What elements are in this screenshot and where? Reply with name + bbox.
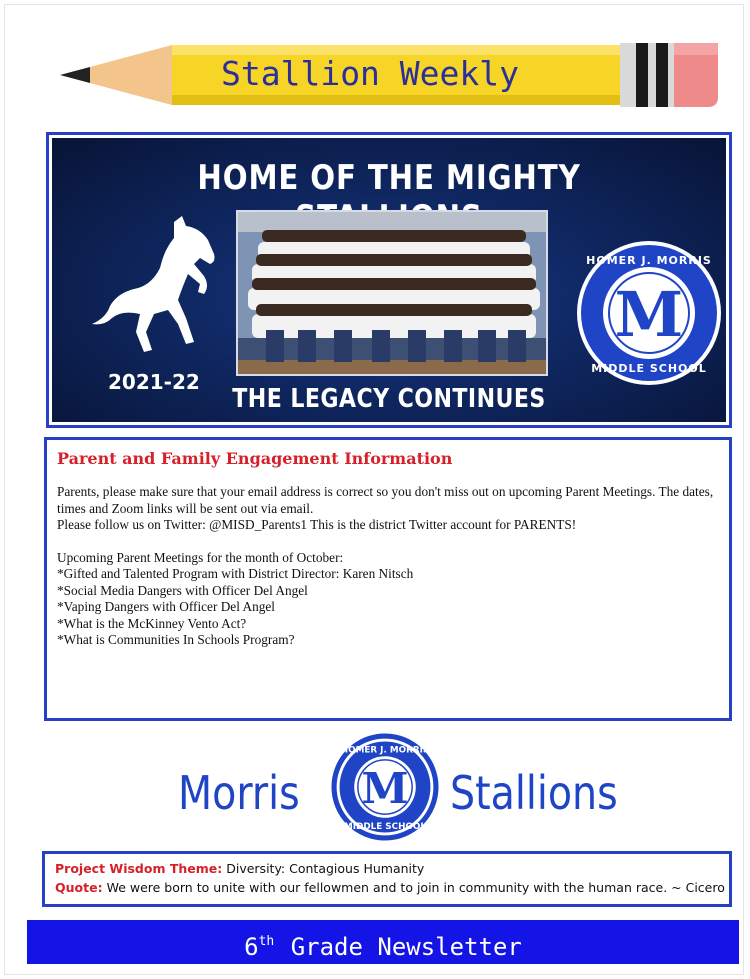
svg-text:M: M [614, 278, 684, 351]
theme-value: Diversity: Contagious Humanity [226, 861, 425, 876]
quote-value: We were born to unite with our fellowmen and to join in community with the human race. ~ Cicero [106, 880, 725, 895]
meeting-item: *Gifted and Talented Program with District Director: Karen Nitsch [57, 566, 414, 581]
quote-label: Quote: [55, 880, 103, 895]
theme-label: Project Wisdom Theme: [55, 861, 223, 876]
twitter-notice: Please follow us on Twitter: @MISD_Parents1 This is the district Twitter account for PARENTS! [57, 517, 577, 532]
project-wisdom-box [42, 851, 732, 907]
school-seal-icon [574, 238, 724, 388]
grade-number: 6 [244, 933, 259, 961]
brand-left-word: Morris [178, 766, 300, 820]
svg-text:HOMER J. MORRIS: HOMER J. MORRIS [586, 254, 712, 267]
grade-suffix: th [258, 934, 275, 949]
email-notice: Parents, please make sure that your email address is correct so you don't miss out on upcoming Parent Meetings. The dates, times and Zoom links will be sent out via email. [57, 484, 714, 516]
grade-text: Grade Newsletter [290, 933, 522, 961]
quote-line [55, 878, 725, 897]
meetings-heading: Upcoming Parent Meetings for the month of October: [57, 549, 344, 565]
stallion-silhouette-icon [82, 214, 232, 364]
brand-row [0, 730, 750, 845]
svg-text:MIDDLE SCHOOL: MIDDLE SCHOOL [591, 362, 707, 375]
svg-text:M: M [361, 764, 409, 815]
parent-engagement-box [44, 437, 732, 721]
banner [46, 132, 732, 428]
pencil-header [60, 42, 720, 108]
group-photo-image [238, 212, 548, 376]
banner-heading: HOME OF THE MIGHTY [197, 158, 581, 198]
meeting-item: *What is the McKinney Vento Act? [57, 615, 247, 631]
meeting-item: *Vaping Dangers with Officer Del Angel [57, 599, 275, 614]
school-seal-small-icon [330, 732, 440, 842]
school-year: 2021-22 [108, 370, 200, 394]
theme-line [55, 859, 719, 878]
banner-tagline: THE LEGACY CONTINUES [232, 384, 546, 414]
brand-right-word: Stallions [450, 766, 618, 820]
svg-text:MIDDLE SCHOOL: MIDDLE SCHOOL [343, 821, 427, 832]
grade-newsletter-bar [27, 920, 739, 964]
banner-background [52, 138, 726, 422]
svg-text:HOMER J. MORRIS: HOMER J. MORRIS [340, 745, 430, 756]
info-title: Parent and Family Engagement Information [57, 449, 453, 468]
meeting-item: *Social Media Dangers with Officer Del Angel [57, 582, 308, 598]
group-photo [236, 210, 548, 376]
newsletter-title: Stallion Weekly [220, 54, 519, 93]
meeting-item: *What is Communities In Schools Program? [57, 632, 295, 647]
